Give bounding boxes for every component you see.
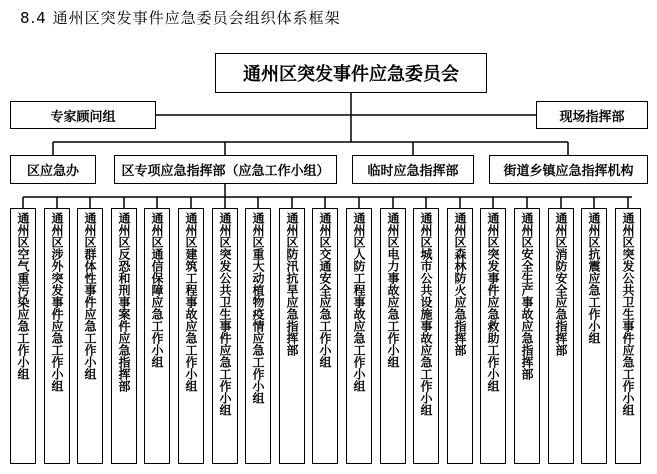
working-group-box: 通州区城市公共设施事故应急工作小组 bbox=[413, 208, 439, 464]
root-committee-box: 通州区突发事件应急委员会 bbox=[215, 53, 487, 93]
working-group-box: 通州区人防工程事故应急工作小组 bbox=[346, 208, 372, 464]
working-group-box: 通州区群体性事件应急工作小组 bbox=[77, 208, 103, 464]
district-office-box: 区应急办 bbox=[10, 155, 96, 184]
working-group-box: 通州区抗震应急工作小组 bbox=[581, 208, 607, 464]
page-title: 8.4 通州区突发事件应急委员会组织体系框架 bbox=[20, 9, 341, 27]
working-group-box: 通州区建筑工程事故应急工作小组 bbox=[178, 208, 204, 464]
working-group-box: 通州区突发公共卫生事件应急工作小组 bbox=[615, 208, 641, 464]
field-command-box: 现场指挥部 bbox=[536, 101, 648, 129]
working-group-box: 通州区涉外突发事件应急工作小组 bbox=[44, 208, 70, 464]
temporary-command-box: 临时应急指挥部 bbox=[352, 155, 474, 184]
working-group-box: 通州区通信保障应急工作小组 bbox=[144, 208, 170, 464]
special-command-box: 区专项应急指挥部（应急工作小组） bbox=[114, 155, 337, 184]
working-group-box: 通州区反恐和刑事案件应急指挥部 bbox=[111, 208, 137, 464]
working-group-box: 通州区重大动植物疫情应急工作小组 bbox=[245, 208, 271, 464]
street-town-command-box: 街道乡镇应急指挥机构 bbox=[489, 155, 648, 184]
working-group-box: 通州区电力事故应急工作小组 bbox=[380, 208, 406, 464]
working-group-box: 通州区交通安全应急工作小组 bbox=[312, 208, 338, 464]
expert-group-box: 专家顾问组 bbox=[10, 101, 156, 129]
working-group-box: 通州区突发事件应急救助工作小组 bbox=[480, 208, 506, 464]
working-group-box: 通州区森林防火应急指挥部 bbox=[447, 208, 473, 464]
working-group-box: 通州区防汛抗旱应急指挥部 bbox=[279, 208, 305, 464]
working-group-box: 通州区空气重污染应急工作小组 bbox=[10, 208, 36, 464]
working-group-box: 通州区消防安全应急指挥部 bbox=[548, 208, 574, 464]
working-group-box: 通州区突发公共卫生事件应急工作小组 bbox=[212, 208, 238, 464]
working-group-box: 通州区安全生产事故应急指挥部 bbox=[514, 208, 540, 464]
